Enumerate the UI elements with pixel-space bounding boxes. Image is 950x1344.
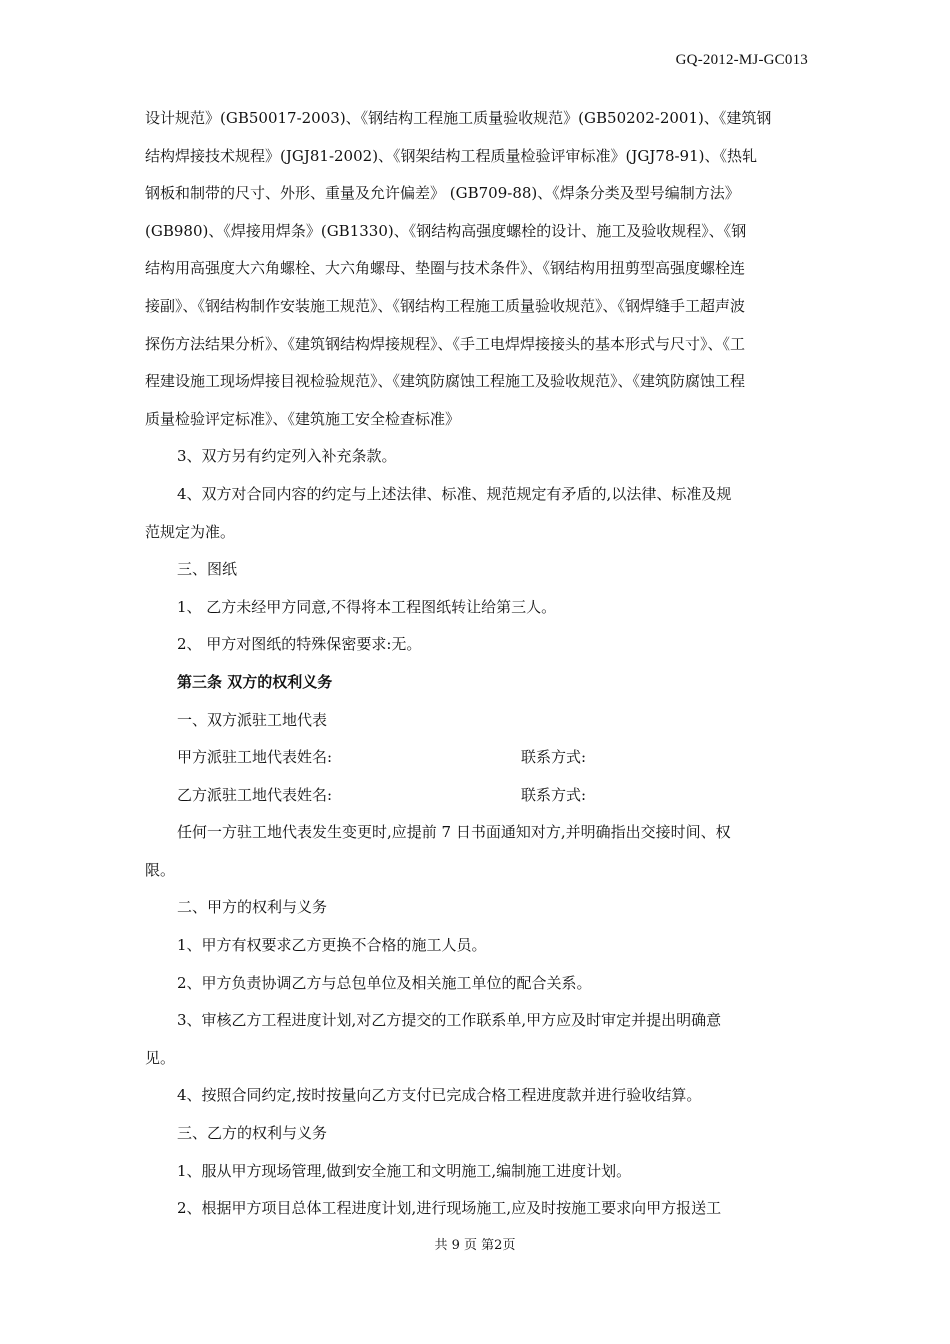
text-line: 结构焊接技术规程》(JGJ81-2002)、《钢架结构工程质量检验评审标准》(JGJ78-91)、《热轧 [145, 146, 758, 165]
text-line: 钢板和制带的尺寸、外形、重量及允许偏差》 (GB709-88)、《焊条分类及型号编制方法》 [145, 184, 740, 203]
party-a-duty-1: 1、甲方有权要求乙方更换不合格的施工人员。 [177, 936, 487, 955]
text-line: 设计规范》(GB50017-2003)、《钢结构工程施工质量验收规范》(GB50202-2001)、《建筑钢 [145, 109, 772, 127]
document-code: GQ-2012-MJ-GC013 [675, 52, 808, 68]
section-drawings-heading: 三、图纸 [177, 560, 238, 579]
text-line: 程建设施工现场焊接目视检验规范》、《建筑防腐蚀工程施工及验收规范》、《建筑防腐蚀工程 [145, 372, 746, 391]
rep-change-clause: 任何一方驻工地代表发生变更时,应提前 7 日书面通知对方,并明确指出交接时间、权 [177, 823, 731, 842]
party-a-representative-row [145, 739, 809, 777]
text-line: (GB980)、《焊接用焊条》(GB1330)、《钢结构高强度螺栓的设计、施工及验收规程》、《钢 [145, 221, 747, 240]
text-line: 结构用高强度大六角螺栓、大六角螺母、垫圈与技术条件》、《钢结构用扭剪型高强度螺栓连 [145, 259, 746, 278]
clause-4-cont: 范规定为准。 [145, 522, 236, 541]
party-b-duties-heading: 三、乙方的权利与义务 [177, 1124, 328, 1143]
rep-change-clause-cont: 限。 [145, 860, 176, 879]
article-3-heading: 第三条 双方的权利义务 [177, 672, 333, 691]
party-a-duty-4: 4、按照合同约定,按时按量向乙方支付已完成合格工程进度款并进行验收结算。 [177, 1086, 702, 1105]
party-b-duty-2: 2、根据甲方项目总体工程进度计划,进行现场施工,应及时按施工要求向甲方报送工 [177, 1199, 722, 1218]
representatives-heading: 一、双方派驻工地代表 [177, 710, 328, 729]
party-b-rep-contact-label: 联系方式: [521, 785, 587, 804]
page-footer: 共 9 页 第2页 [434, 1238, 516, 1253]
party-b-duty-1: 1、服从甲方现场管理,做到安全施工和文明施工,编制施工进度计划。 [177, 1161, 632, 1180]
drawings-clause-1: 1、 乙方未经甲方同意,不得将本工程图纸转让给第三人。 [177, 597, 557, 616]
clause-3: 3、双方另有约定列入补充条款。 [177, 447, 397, 466]
party-a-duty-3-cont: 见。 [145, 1048, 176, 1067]
party-b-rep-name-label: 乙方派驻工地代表姓名: [177, 785, 333, 804]
drawings-clause-2: 2、 甲方对图纸的特殊保密要求:无。 [177, 635, 422, 654]
party-a-duties-heading: 二、甲方的权利与义务 [177, 898, 328, 917]
party-a-rep-contact-label: 联系方式: [521, 748, 587, 767]
party-a-duty-3: 3、审核乙方工程进度计划,对乙方提交的工作联系单,甲方应及时审定并提出明确意 [177, 1011, 722, 1030]
text-line: 质量检验评定标准》、《建筑施工安全检查标准》 [145, 409, 461, 428]
party-b-representative-row [145, 777, 809, 815]
text-line: 接副》、《钢结构制作安装施工规范》、《钢结构工程施工质量验收规范》、《钢焊缝手工超声波 [145, 296, 746, 315]
text-line: 探伤方法结果分析》、《建筑钢结构焊接规程》、《手工电焊焊接接头的基本形式与尺寸》、《工 [145, 334, 746, 353]
party-a-duty-2: 2、甲方负责协调乙方与总包单位及相关施工单位的配合关系。 [177, 973, 592, 992]
party-a-rep-name-label: 甲方派驻工地代表姓名: [177, 748, 333, 767]
document-body [145, 100, 809, 1228]
clause-4: 4、双方对合同内容的约定与上述法律、标准、规范规定有矛盾的,以法律、标准及规 [177, 484, 732, 503]
